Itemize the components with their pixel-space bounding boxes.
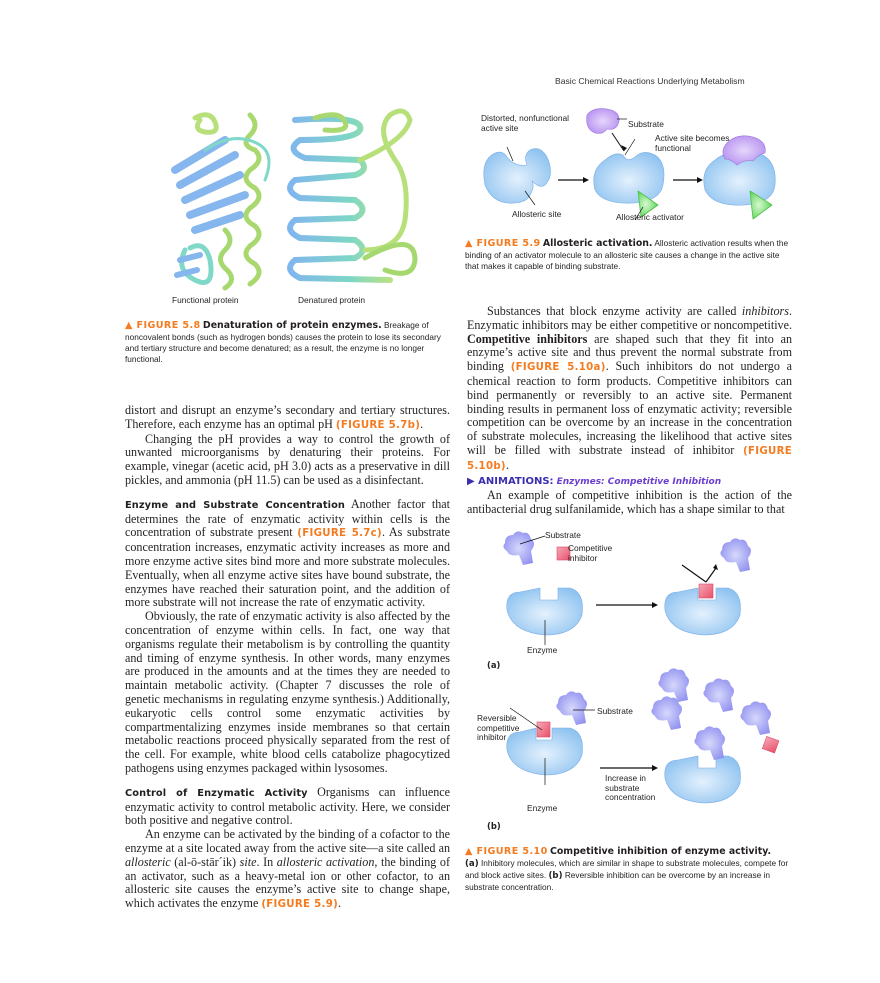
caption-text: Inhibitory molecules, which are similar in shape to substrate molecules, compete for and block active sites. (465, 857, 789, 880)
bound-substrate-icon (694, 726, 725, 760)
substrate-icon (740, 701, 771, 735)
animation-title[interactable]: Enzymes: Competitive Inhibition (556, 476, 722, 487)
figure-title: Competitive inhibition of enzyme activity. (549, 846, 772, 857)
protein-ribbon-illustration (165, 110, 435, 295)
paragraph (467, 305, 792, 474)
paragraph (125, 498, 450, 610)
animations-label: ▶ ANIMATIONS: (467, 475, 554, 487)
panel-a-label: (a) (487, 660, 501, 670)
figure-title: Allosteric activation. (542, 238, 653, 249)
substrate-icon (503, 531, 534, 565)
substrate-icon (587, 109, 619, 134)
text: An enzyme can be activated by the binding of a cofactor to the enzyme at a site located away from the active site—a site called an (125, 827, 450, 855)
figure-link[interactable]: (FIGURE 5.9) (261, 899, 339, 911)
paragraph: An example of competitive inhibition is the action of the antibacterial drug sulfanilamide, which has a shape similar to that (467, 488, 792, 517)
figure-5-8-caption (125, 320, 450, 365)
figure-link[interactable]: (FIGURE 5.7c) (297, 528, 382, 540)
enzyme-icon (507, 588, 583, 635)
functional-protein-label: Functional protein (172, 295, 239, 305)
text: distort and disrupt an enzyme’s secondary and tertiary structures. Therefore, each enzyme has an optimal pH (125, 403, 450, 431)
reversible-inhibitor-icon (537, 722, 550, 737)
text: . Such inhibitors do not undergo a chemical reaction to form products. Competitive inhibitors can bind permanently or reversibly to an active site. Permanent binding results in permanent loss of enzymatic activity; reversible competition can be overcome by an increase in the concentration of substrate molecules, increasing the likelihood that active sites will be filled with substrate instead of inhibitor (467, 359, 793, 457)
enzyme-substrate-bound-icon (665, 756, 741, 803)
subpart-label: (a) (465, 858, 479, 869)
left-column (125, 404, 450, 912)
figure-link[interactable]: (FIGURE 5.10b) (467, 445, 792, 472)
bound-inhibitor-icon (699, 584, 713, 598)
reversible-inhibitor-label: Reversible competitive inhibitor (477, 713, 520, 743)
text: are shaped such that they fit into an enzyme’s active site and thus prevent the normal substrate from binding (467, 331, 792, 374)
caption-text: Allosteric activation results when the binding of an activator molecule to an allosteric site causes a change in the active site that makes it capable of binding substrate. (465, 238, 789, 271)
paragraph (125, 404, 450, 433)
text: . Enzymatic inhibitors may be either competitive or noncompetitive. (467, 304, 792, 332)
substrate-label-a: Substrate (545, 530, 581, 540)
substrate-icon (556, 691, 587, 725)
text: . (505, 457, 509, 472)
figure-number: ▲ FIGURE 5.10 (465, 846, 548, 857)
text: , the binding of an activator, such as a heavy-metal ion or other cofactor, to an allosteric site causes the enzyme’s active site to change shape, which activates the enzyme (125, 854, 450, 911)
allosteric-site-label: Allosteric site (512, 209, 562, 219)
text: (al-ō-stār´ik) (170, 854, 240, 869)
right-column (467, 305, 792, 517)
increase-substrate-label: Increase in substrate concentration (605, 773, 656, 803)
figure-link[interactable]: (FIGURE 5.10a) (510, 362, 606, 374)
text: Substances that block enzyme activity are called (487, 304, 742, 318)
substrate-icon (658, 668, 689, 702)
rejected-substrate-icon (720, 538, 751, 572)
panel-b-label: (b) (487, 821, 501, 831)
enzyme-activated-icon (594, 152, 664, 203)
section-run-in-head: Control of Enzymatic Activity (125, 787, 308, 799)
substrate-icon (651, 696, 682, 730)
denatured-protein-icon (290, 111, 415, 280)
key-term: Competitive inhibitors (467, 331, 588, 346)
enzyme-distorted-icon (484, 149, 551, 204)
denatured-protein-label: Denatured protein (298, 295, 366, 305)
functional-protein-icon (175, 115, 269, 288)
figure-number: ▲ FIGURE 5.9 (465, 238, 541, 249)
allosteric-activator-label: Allosteric activator (616, 212, 684, 222)
text: . As substrate concentration increases, enzymatic activity increases as more and more enzyme active sites bind more and more substrate molecules. Eventually, when all enzyme active sites have bound substrate, the enzymes have reached their saturation point, and the addition of more substrate will not increase the rate of enzymatic activity. (125, 525, 450, 610)
substrate-label: Substrate (628, 119, 664, 129)
figure-number: ▲ FIGURE 5.8 (125, 320, 201, 331)
figure-link[interactable]: (FIGURE 5.7b) (335, 419, 421, 431)
text: Another factor that determines the rate of enzymatic activity within cells is the concentration of substrate present (125, 496, 450, 540)
paragraph (125, 828, 450, 912)
competitive-inhibitor-label: Competitive inhibitor (568, 543, 613, 563)
figure-5-9-caption (465, 238, 795, 272)
term: allosteric (125, 854, 171, 869)
paragraph: Changing the pH provides a way to control the growth of unwanted microorganisms by denaturing their proteins. For example, vinegar (acetic acid, pH 3.0) acts as a preservative in dill pickles, and ammonia (pH 11.5) can be used as a disinfectant. (125, 431, 450, 487)
enzyme-label-a: Enzyme (527, 645, 558, 655)
substrate-label-b: Substrate (597, 706, 633, 716)
paragraph: Obviously, the rate of enzymatic activity is also affected by the concentration of enzyme within cells. In fact, one way that organisms regulate their metabolism is by controlling the quantity and timing of enzyme synthesis. In other words, many enzymes are produced in the amounts and at the times they are needed to maintain metabolic activity. (Chapter 7 discusses the role of genetic mechanisms in regulating enzyme synthesis.) Additionally, eukaryotic cells control some enzymatic activities by compartmentalizing enzymes inside membranes so that certain metabolic reactions proceed physically separated from the rest of the cell. For example, white blood cells catabolize phagocytized pathogens using enzymes packaged within lysosomes. (125, 609, 450, 775)
distorted-site-label: Distorted, nonfunctional active site (481, 113, 569, 133)
subpart-label: (b) (548, 870, 563, 881)
term: site (239, 854, 257, 869)
enzyme-label-b: Enzyme (527, 803, 558, 813)
figure-5-10-caption (465, 846, 795, 893)
displaced-inhibitor-icon (762, 736, 779, 753)
figure-title: Denaturation of protein enzymes. (202, 320, 382, 331)
text: . (338, 896, 342, 911)
section-run-in-head: Enzyme and Substrate Concentration (125, 499, 345, 511)
term: allosteric activation (276, 854, 375, 869)
caption-text: Reversible inhibition can be overcome by an increase in substrate concentration. (465, 869, 771, 892)
text: . (420, 416, 424, 431)
running-head: Basic Chemical Reactions Underlying Metabolism (555, 76, 745, 86)
text: Organisms can influence enzymatic activity to control metabolic activity. Here, we consider both positive and negative control. (125, 784, 451, 828)
text: . In (256, 854, 277, 869)
substrate-icon (703, 678, 734, 712)
paragraph (125, 786, 450, 828)
active-site-label: Active site becomes functional (655, 133, 730, 153)
term: inhibitors (741, 304, 789, 318)
animation-link[interactable] (467, 474, 792, 490)
caption-text: Breakage of noncovalent bonds (such as hydrogen bonds) causes the protein to lose its secondary and tertiary structure and become denatured; as a result, the enzyme is no longer functional. (125, 320, 441, 364)
